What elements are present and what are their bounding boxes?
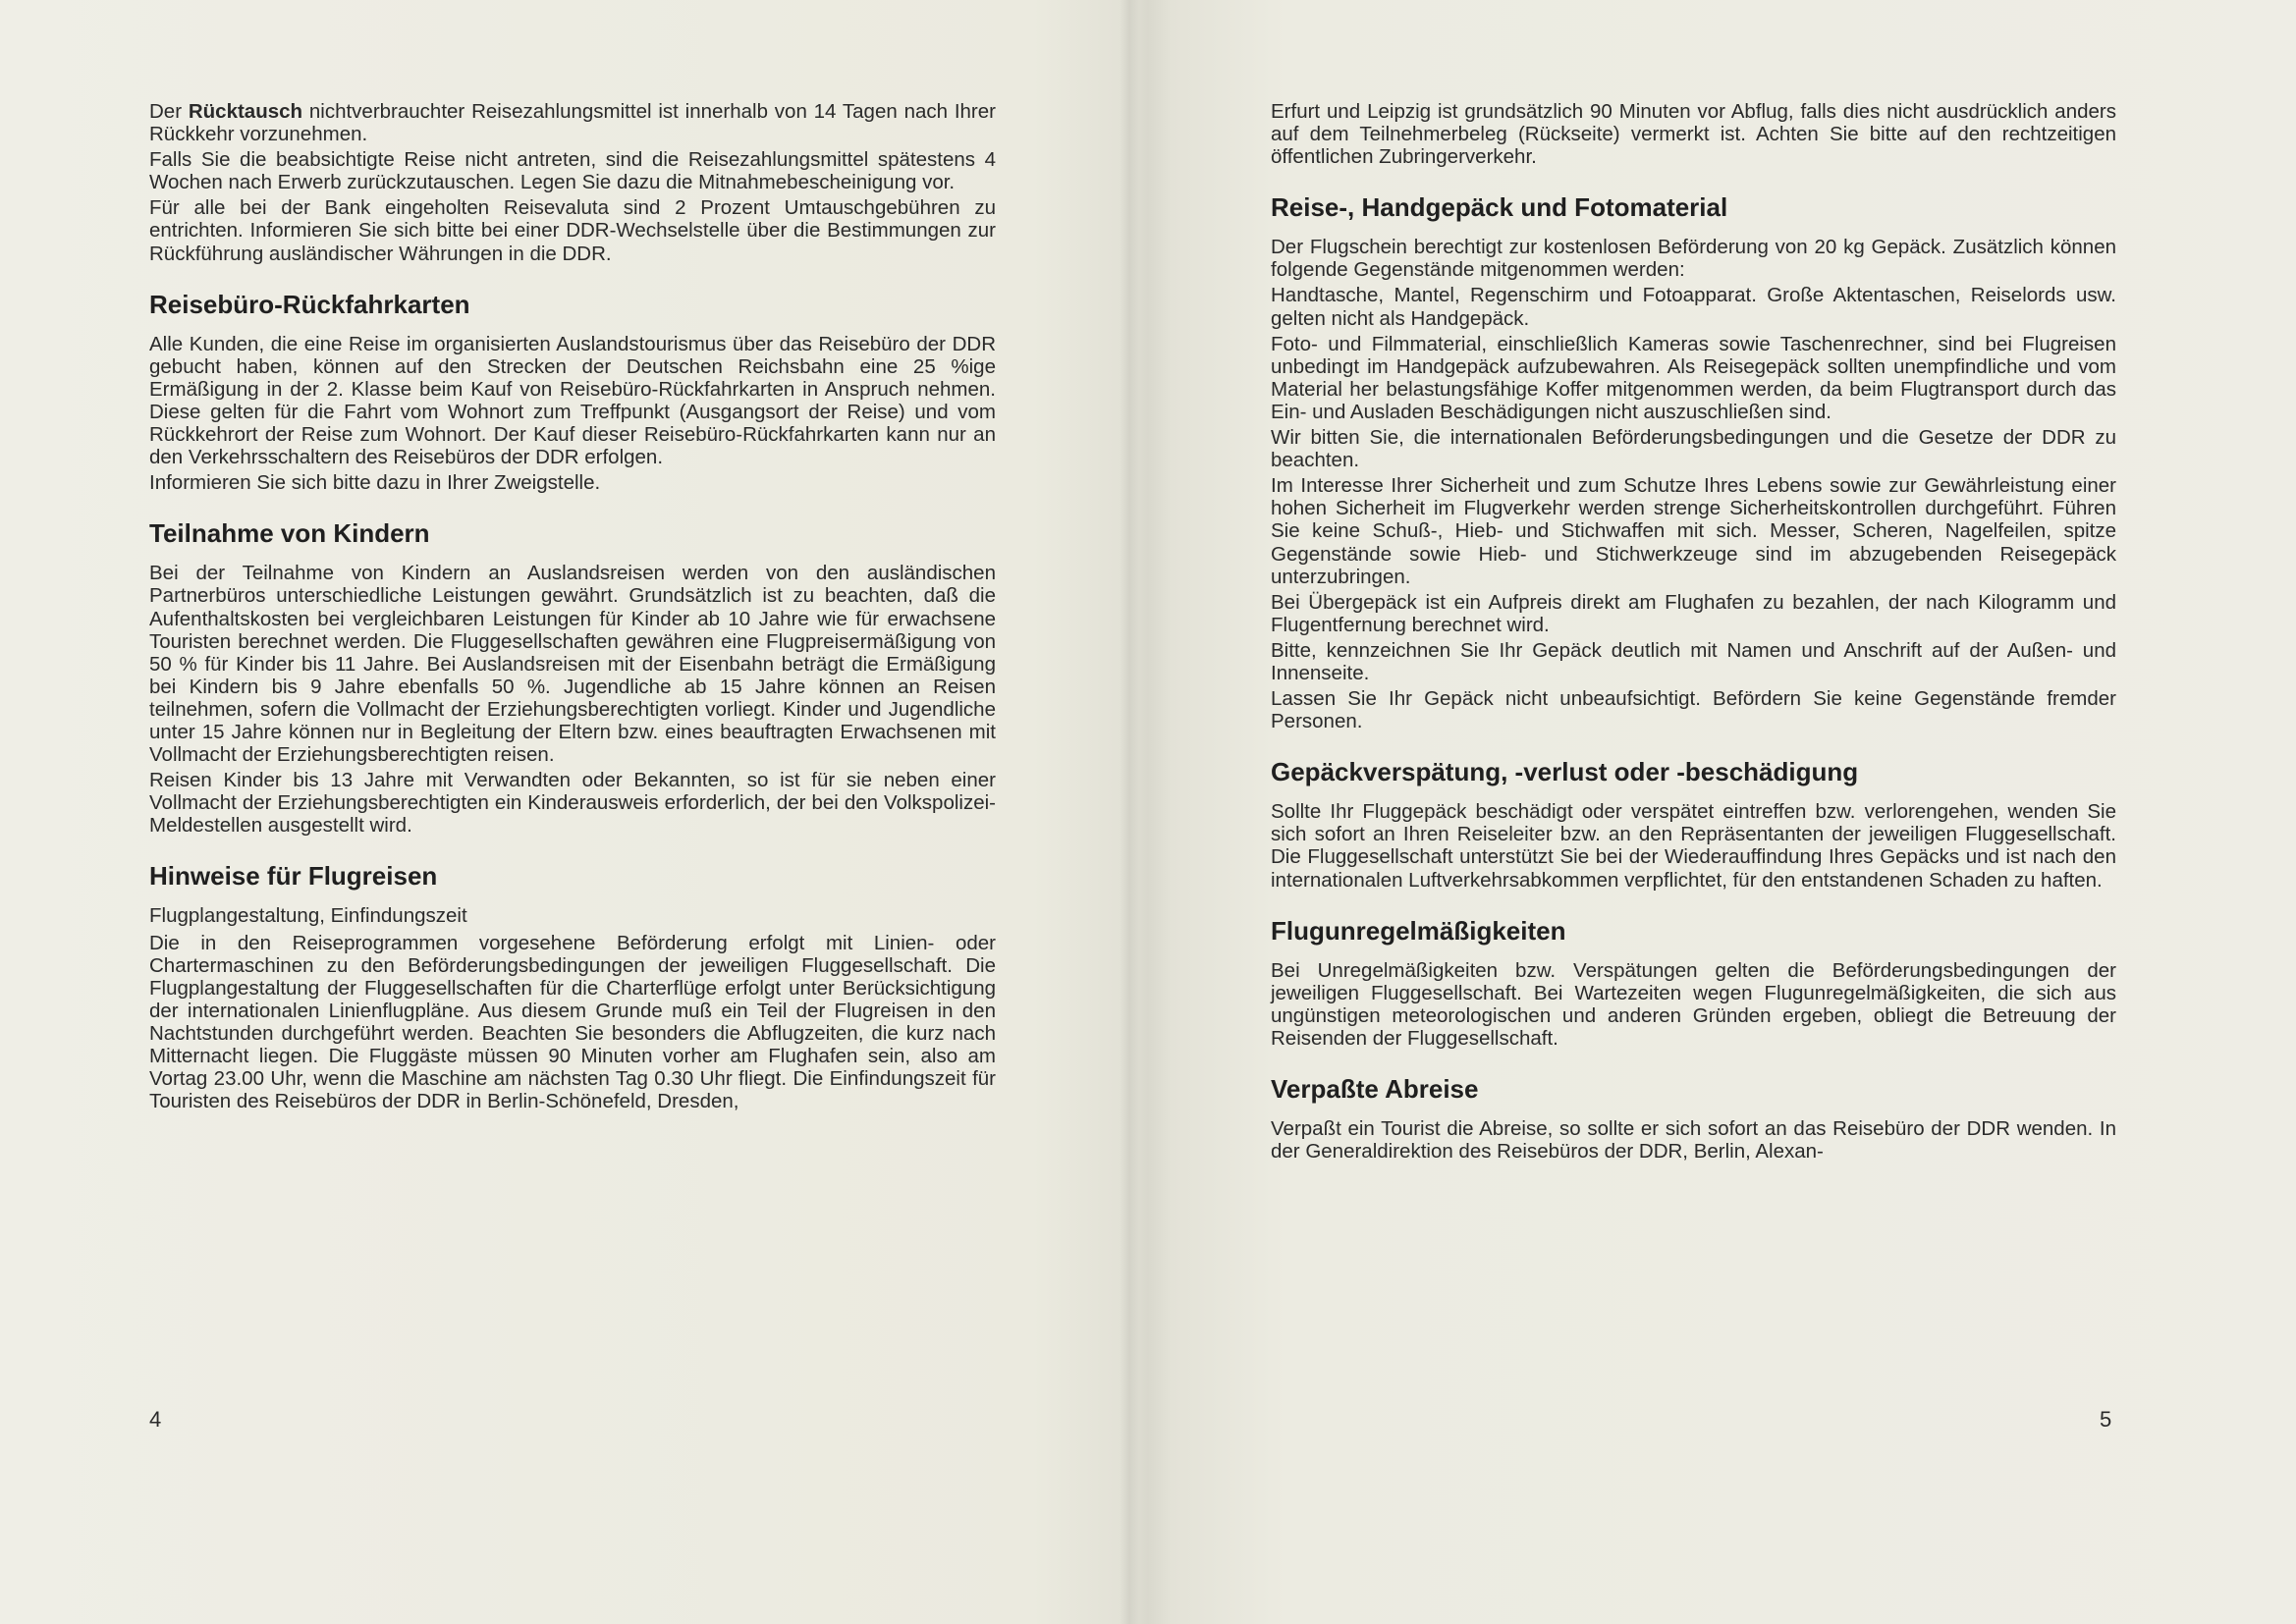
section-paragraph: Die in den Reiseprogrammen vorgesehene Beförderung erfolgt mit Linien- oder Chartermaschinen zu den Beförderungsbedingungen der jeweiligen Fluggesellschaft. Die Flugplangestaltung der Fluggesellschaften für die Charterflüge erfolgt unter Berücksichtigung der internationalen Linienflugpläne. Aus diesem Grunde muß ein Teil der Flugreisen in den Nachtstunden durchgeführt werden. Beachten Sie besonders die Abflugzeiten, die kurz nach Mitternacht liegen. Die Fluggäste müssen 90 Minuten vorher am Flughafen sein, also am Vortag 23.00 Uhr, wenn die Maschine am nächsten Tag 0.30 Uhr fliegt. Die Einfindungszeit für Touristen des Reisebüros der DDR in Berlin-Schönefeld, Dresden, <box>149 931 996 1113</box>
section-heading-rueckfahrkarten: Reisebüro-Rückfahrkarten <box>149 289 470 319</box>
section-paragraph: Bitte, kennzeichnen Sie Ihr Gepäck deutlich mit Namen und Anschrift auf der Außen- und Innenseite. <box>1271 638 2116 684</box>
bold-term: Rücktausch <box>188 100 303 123</box>
section-paragraph: Sollte Ihr Fluggepäck beschädigt oder verspätet eintreffen bzw. verlorengehen, wenden Sie sich sofort an Ihren Reiseleiter bzw. an den Repräsentanten der jeweiligen Fluggesellschaft. Die Fluggesellschaft unterstützt Sie bei der Wiederauffindung Ihres Gepäcks und ist nach den internationalen Luftverkehrsabkommen verpflichtet, für den entstandenen Schaden zu haften. <box>1271 800 2116 892</box>
page-number-right: 5 <box>2100 1407 2112 1432</box>
section-paragraph: Im Interesse Ihrer Sicherheit und zum Schutze Ihres Lebens sowie zur Gewährleistung einer hohen Sicherheit im Flugverkehr werden strenge Sicherheitskontrollen durchgeführt. Führen Sie keine Schuß-, Hieb- und Stichwaffen mit sich. Messer, Scheren, Nagelfeilen, spitze Gegenstände sowie Hieb- und Stichwerkzeuge sind im abzugebenden Reisegepäck unterzubringen. <box>1271 474 2116 588</box>
section-paragraph: Lassen Sie Ihr Gepäck nicht unbeaufsichtigt. Befördern Sie keine Gegenstände fremder Personen. <box>1271 687 2116 733</box>
section-paragraph: Der Flugschein berechtigt zur kostenlosen Beförderung von 20 kg Gepäck. Zusätzlich können folgende Gegenstände mitgenommen werden: <box>1271 236 2116 282</box>
left-page <box>0 0 1139 1624</box>
section-paragraph: Foto- und Filmmaterial, einschließlich Kameras sowie Taschenrechner, sind bei Flugreisen unbedingt im Handgepäck aufzubewahren. Als Reisegepäck sollten unempfindliche und vom Material her belastungsfähige Koffer mitgenommen werden, da beim Flugtransport durch das Ein- und Ausladen Beschädigungen nicht auszuschließen sind. <box>1271 332 2116 423</box>
section-paragraph: Handtasche, Mantel, Regenschirm und Fotoapparat. Große Aktentaschen, Reiselords usw. gelten nicht als Handgepäck. <box>1271 284 2116 330</box>
section-paragraph: Bei der Teilnahme von Kindern an Auslandsreisen werden von den ausländischen Partnerbüros unterschiedliche Leistungen gewährt. Grundsätzlich ist zu beachten, daß die Aufenthaltskosten bei vergleichbaren Leistungen für Kinder ab 10 Jahre wie für erwachsene Touristen berechnet werden. Die Fluggesellschaften gewähren eine Flugpreisermäßigung von 50 % für Kinder bis 11 Jahre. Bei Auslandsreisen mit der Eisenbahn beträgt die Ermäßigung bei Kindern bis 9 Jahre ebenfalls 50 %. Jugendliche ab 15 Jahre können an Reisen teilnehmen, sofern die Vollmacht der Erziehungsberechtigten vorliegt. Kinder und Jugendliche unter 15 Jahre können nur in Begleitung der Eltern bzw. eines beauftragten Erwachsenen mit Vollmacht der Erziehungsberechtigten reisen. <box>149 562 996 767</box>
continued-paragraph: Erfurt und Leipzig ist grundsätzlich 90 Minuten vor Abflug, falls dies nicht ausdrücklich anders auf dem Teilnehmerbeleg (Rückseite) vermerkt ist. Achten Sie bitte auf den rechtzeitigen öffentlichen Zubringerverkehr. <box>1271 100 2116 169</box>
right-text-column <box>1271 100 2116 1165</box>
section-paragraph: Verpaßt ein Tourist die Abreise, so sollte er sich sofort an das Reisebüro der DDR wenden. In der Generaldirektion des Reisebüros der DDR, Berlin, Alexan- <box>1271 1117 2116 1164</box>
section-subheading: Flugplangestaltung, Einfindungszeit <box>149 904 467 928</box>
section-paragraph: Reisen Kinder bis 13 Jahre mit Verwandten oder Bekannten, so ist für sie neben einer Vollmacht der Erziehungsberechtigten ein Kinderausweis erforderlich, der bei den Volkspolizei-Meldestellen ausgestellt wird. <box>149 769 996 838</box>
section-heading-flugunregelmaessigkeiten: Flugunregelmäßigkeiten <box>1271 915 1566 946</box>
right-page <box>1139 0 2296 1624</box>
section-paragraph: Informieren Sie sich bitte dazu in Ihrer Zweigstelle. <box>149 471 601 495</box>
section-heading-gepaeck: Reise-, Handgepäck und Fotomaterial <box>1271 192 1728 223</box>
text-run: Der <box>149 100 189 123</box>
section-paragraph: Alle Kunden, die eine Reise im organisierten Auslandstourismus über das Reisebüro der DDR gebucht haben, können auf den Strecken der Deutschen Reichsbahn eine 25 %ige Ermäßigung in der 2. Klasse beim Kauf von Reisebüro-Rückfahrkarten in Anspruch nehmen. Diese gelten für die Fahrt vom Wohnort zum Treffpunkt (Ausgangsort der Reise) und vom Rückkehrort der Reise zum Wohnort. Der Kauf dieser Reisebüro-Rückfahrkarten kann nur an den Verkehrsschaltern des Reisebüros der DDR erfolgen. <box>149 332 996 469</box>
intro-paragraph: Falls Sie die beabsichtigte Reise nicht antreten, sind die Reisezahlungsmittel spätestens 4 Wochen nach Erwerb zurückzutauschen. Legen Sie dazu die Mitnahmebescheinigung vor. <box>149 148 996 194</box>
section-heading-flugreisen: Hinweise für Flugreisen <box>149 861 438 892</box>
section-paragraph: Bei Unregelmäßigkeiten bzw. Verspätungen gelten die Beförderungsbedingungen der jeweiligen Fluggesellschaft. Bei Wartezeiten wegen Flugunregelmäßigkeiten, die sich aus ungünstigen meteorologischen und anderen Gründen ergeben, obliegt die Betreuung der Reisenden der Fluggesellschaft. <box>1271 958 2116 1050</box>
section-heading-verpasste-abreise: Verpaßte Abreise <box>1271 1074 1479 1104</box>
intro-paragraph: Für alle bei der Bank eingeholten Reisevaluta sind 2 Prozent Umtauschgebühren zu entrichten. Informieren Sie sich bitte bei einer DDR-Wechselstelle über die Bestimmungen zur Rückführung ausländischer Währungen in die DDR. <box>149 196 996 265</box>
left-text-column <box>149 100 996 1115</box>
page-number-left: 4 <box>149 1407 162 1432</box>
intro-paragraph-ruecktausch <box>149 100 996 145</box>
text-run: nichtverbrauchter Reisezahlungsmittel ist innerhalb von 14 Tagen nach Ihrer Rückkehr vorzunehmen. <box>149 100 996 146</box>
section-heading-kinder: Teilnahme von Kindern <box>149 518 430 549</box>
section-paragraph: Bei Übergepäck ist ein Aufpreis direkt am Flughafen zu bezahlen, der nach Kilogramm und Flugentfernung berechnet wird. <box>1271 590 2116 636</box>
section-paragraph: Wir bitten Sie, die internationalen Beförderungsbedingungen und die Gesetze der DDR zu beachten. <box>1271 426 2116 472</box>
section-heading-gepaeckverspaetung: Gepäckverspätung, -verlust oder -beschädigung <box>1271 757 1859 787</box>
